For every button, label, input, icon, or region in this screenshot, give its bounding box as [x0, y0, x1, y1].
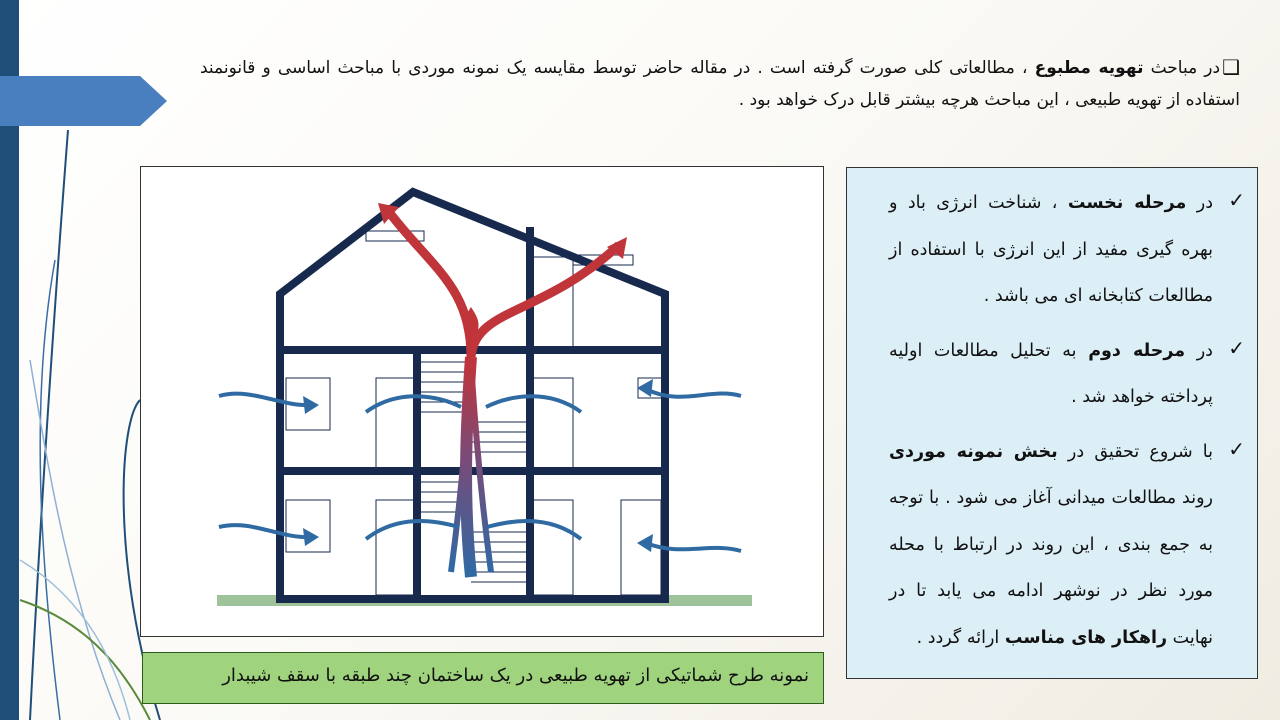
stage-1-text-start: در: [1196, 193, 1213, 213]
stage-item-2: [889, 328, 1249, 421]
stage-3-text-start: با شروع تحقیق در: [1067, 441, 1213, 462]
stage-3-bold: بخش نمونه موردی: [889, 441, 1058, 462]
warm-air-exhaust-right: [471, 245, 619, 357]
stage-item-1: [889, 180, 1249, 320]
ventilation-diagram: [140, 166, 824, 637]
checkmark-icon: ✓: [1228, 436, 1245, 461]
left-accent-bar: [0, 0, 19, 720]
stage-2-text-rest: به تحلیل مطالعات اولیه پرداخته خواهد شد .: [889, 340, 1213, 407]
stage-1-bold: مرحله نخست: [1067, 193, 1187, 213]
intro-text-rest: ، مطالعاتی کلی صورت گرفته است . در مقاله حاضر توسط مقایسه یک نمونه موردی با مباحث اساسی و قانونمند استفاده از تهویه طبیعی ، این مباحث هرچه بیشتر قابل درک خواهد بود .: [200, 58, 1240, 110]
warm-air-exhaust-left: [389, 212, 471, 357]
stage-2-text-start: در: [1196, 340, 1213, 361]
stage-item-3: [889, 429, 1249, 662]
stage-3-text-middle: روند مطالعات میدانی آغاز می شود . با توجه به جمع بندی ، این روند در ارتباط با محله مورد نظر در نوشهر ادامه می یابد تا در نهایت: [889, 488, 1213, 648]
intro-paragraph: [200, 52, 1240, 116]
intro-text-start: در مباحث: [1150, 58, 1221, 78]
checkmark-icon: ✓: [1228, 335, 1245, 360]
checkmark-icon: ✓: [1228, 188, 1245, 212]
square-bullet-icon: ❑: [1222, 55, 1240, 79]
intro-bold-term: تهویه مطبوع: [1034, 58, 1144, 78]
stages-panel: [846, 167, 1258, 679]
stage-2-bold: مرحله دوم: [1088, 340, 1186, 361]
figure-caption: نمونه طرح شماتیکی از تهویه طبیعی در یک ساختمان چند طبقه با سقف شیبدار: [142, 652, 824, 704]
stage-3-text-end: ارائه گردد .: [916, 627, 1000, 648]
stage-3-bold-2: راهکار های مناسب: [1004, 627, 1168, 648]
stage-1-text-rest: ، شناخت انرژی باد و بهره گیری مفید از این انرژی با استفاده از مطالعات کتابخانه ای می باشد .: [889, 193, 1213, 306]
house-section-illustration: [141, 167, 825, 638]
